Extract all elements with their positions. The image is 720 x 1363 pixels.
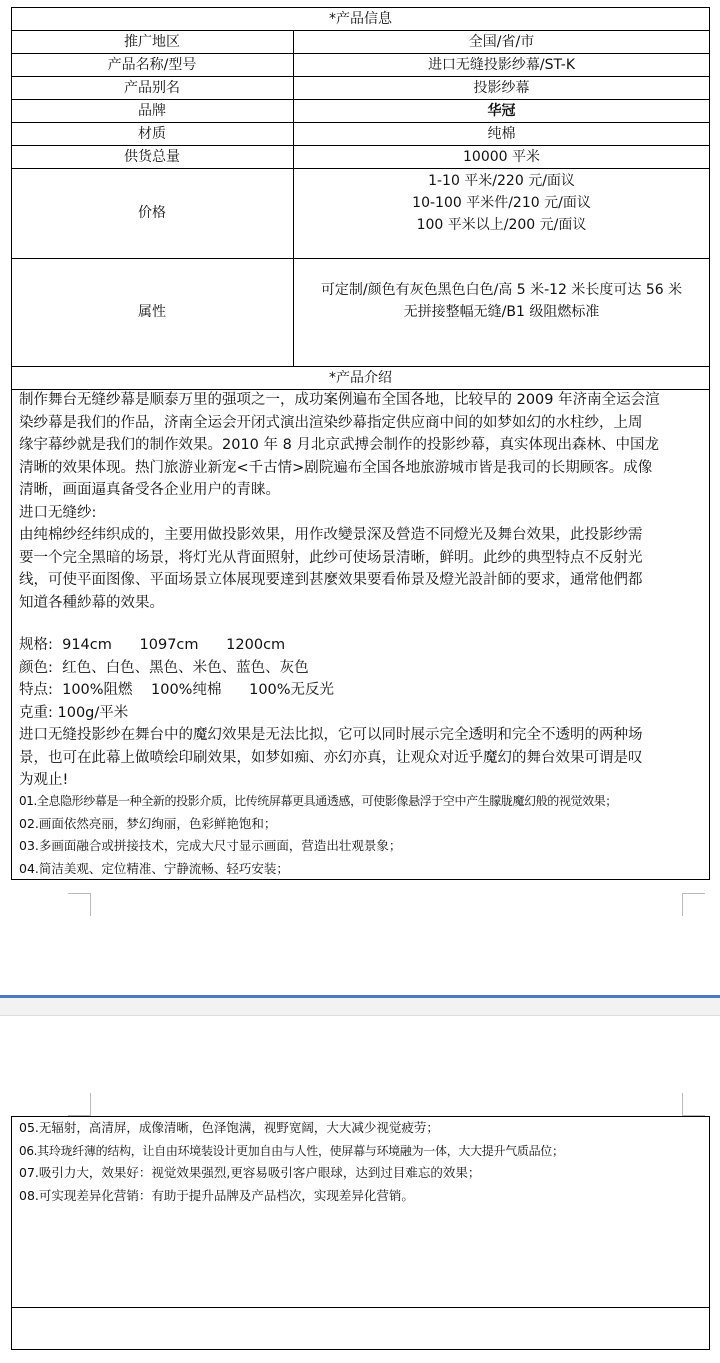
feature-item: 07.吸引力大，效果好：视觉效果强烈,更容易吸引客户眼球，达到过目难忘的效果；: [19, 1165, 481, 1180]
spec-line: 规格: 914cm 1097cm 1200cm: [19, 637, 286, 653]
text-line: 染纱幕是我们的作品，济南全运会开闭式演出渲染纱幕指定供应商中间的如梦如幻的水柱纱，上周: [19, 414, 643, 431]
label-material: 材质: [138, 125, 166, 142]
text-line: 线，可使平面图像、平面场景立体展现要達到甚麼效果要看佈景及燈光設計師的要求，通常他們都: [19, 572, 643, 588]
text-line: 知道各種紗幕的效果。: [19, 594, 164, 611]
page-gap: [0, 998, 720, 1016]
spec-line: 特点: 100%阻燃 100%纯棉 100%无反光: [19, 682, 335, 698]
text-line: 制作舞台无缝纱幕是顺泰万里的强项之一，成功案例遍布全国各地，比较早的 2009 年济南全运会渲: [19, 392, 660, 408]
spec-block: [19, 634, 705, 792]
text-line: 清晰的效果体现。热门旅游业新宠<千古情>剧院遍布全国各地旅游城市皆是我司的长期顾客。成像: [19, 459, 653, 476]
page-corner-mark: [68, 1093, 91, 1116]
feature-item: 06.其玲珑纤薄的结构，让自由环境装设计更加自由与人性，使屏幕与环境融为一体，大大提升气质品位；: [19, 1143, 564, 1158]
value-alias: 投影纱幕: [473, 79, 530, 96]
spec-line: 颜色: 红色、白色、黑色、米色、蓝色、灰色: [19, 659, 309, 676]
text-line: 为观止!: [19, 772, 69, 788]
page-corner-mark: [682, 1093, 705, 1116]
text-line: 景，也可在此幕上做喷绘印刷效果，如梦如痴、亦幻亦真，让观众对近乎魔幻的舞台效果可谓是叹: [19, 749, 643, 766]
product-intro-header: *产品介绍: [329, 369, 392, 386]
value-product-name: 进口无缝投影纱幕/ST-K: [427, 56, 576, 73]
feature-item: 05.无辐射，高清屏，成像清晰，色泽饱满，视野宽阔，大大减少视觉疲劳；: [19, 1120, 439, 1135]
label-alias: 产品别名: [124, 79, 180, 96]
price-line: 1-10 平米/220 元/面议: [428, 173, 575, 189]
feature-item: 08.可实现差异化营销：有助于提升品牌及产品档次，实现差异化营销。: [19, 1187, 414, 1203]
feature-item: 01.全息隐形纱幕是一种全新的投影介质，比传统屏幕更具通透感，可使影像悬浮于空中产生朦胧魔幻般的视觉效果；: [19, 794, 617, 808]
value-supply: 10000 平米: [463, 148, 540, 165]
feature-item: 02.画面依然亮丽，梦幻绚丽，色彩鲜艳饱和；: [19, 815, 277, 831]
label-brand: 品牌: [138, 102, 166, 119]
text-line: 由纯棉纱经纬织成的，主要用做投影效果，用作改變景深及營造不同燈光及舞台效果，此投影纱需: [19, 527, 643, 543]
value-brand: 华冠: [487, 102, 516, 119]
text-line: 清晰，画面逼真备受各企业用户的青睐。: [19, 482, 280, 498]
text-line: 进口无缝纱:: [19, 504, 97, 521]
value-material: 纯棉: [487, 125, 516, 142]
text-line: 缘宇幕纱就是我们的制作效果。2010 年 8 月北京武搏会制作的投影纱幕，真实体现出森林、中国龙: [19, 437, 659, 453]
value-price: [293, 170, 710, 236]
product-info-header: *产品信息: [329, 10, 392, 27]
intro-paragraph: [19, 389, 705, 614]
price-line: 100 平米以上/200 元/面议: [416, 217, 587, 233]
value-region: 全国/省/市: [468, 33, 535, 50]
feature-item: 04.简洁美观、定位精准、宁静流畅、轻巧安装；: [19, 860, 289, 876]
attribute-line: 可定制/颜色有灰色黑色白色/高 5 米-12 米长度可达 56 米: [320, 282, 683, 298]
text-line: 要一个完全黑暗的场景，将灯光从背面照射，此纱可使场景清晰，鲜明。此纱的典型特点不反射光: [19, 549, 643, 566]
label-price: 价格: [138, 205, 166, 221]
price-line: 10-100 平米件/210 元/面议: [412, 195, 591, 211]
text-line: 进口无缝投影纱在舞台中的魔幻效果是无法比拟，它可以同时展示完全透明和完全不透明的两种场: [19, 727, 643, 743]
spec-line: 克重: 100g/平米: [19, 704, 129, 721]
attribute-line: 无拼接整幅无缝/B1 级阻燃标准: [403, 304, 600, 320]
features-list-page1: [19, 790, 709, 880]
features-list-page2: [19, 1117, 709, 1207]
label-product-name: 产品名称/型号: [107, 56, 197, 73]
label-supply: 供货总量: [124, 148, 180, 165]
label-region: 推广地区: [124, 33, 180, 50]
page-corner-mark: [682, 893, 705, 916]
value-attributes: [293, 279, 710, 323]
feature-item: 03.多画面融合或拼接技术，完成大尺寸显示画面，营造出壮观景象；: [19, 838, 402, 853]
page-corner-mark: [68, 893, 91, 916]
label-attributes: 属性: [138, 304, 166, 320]
